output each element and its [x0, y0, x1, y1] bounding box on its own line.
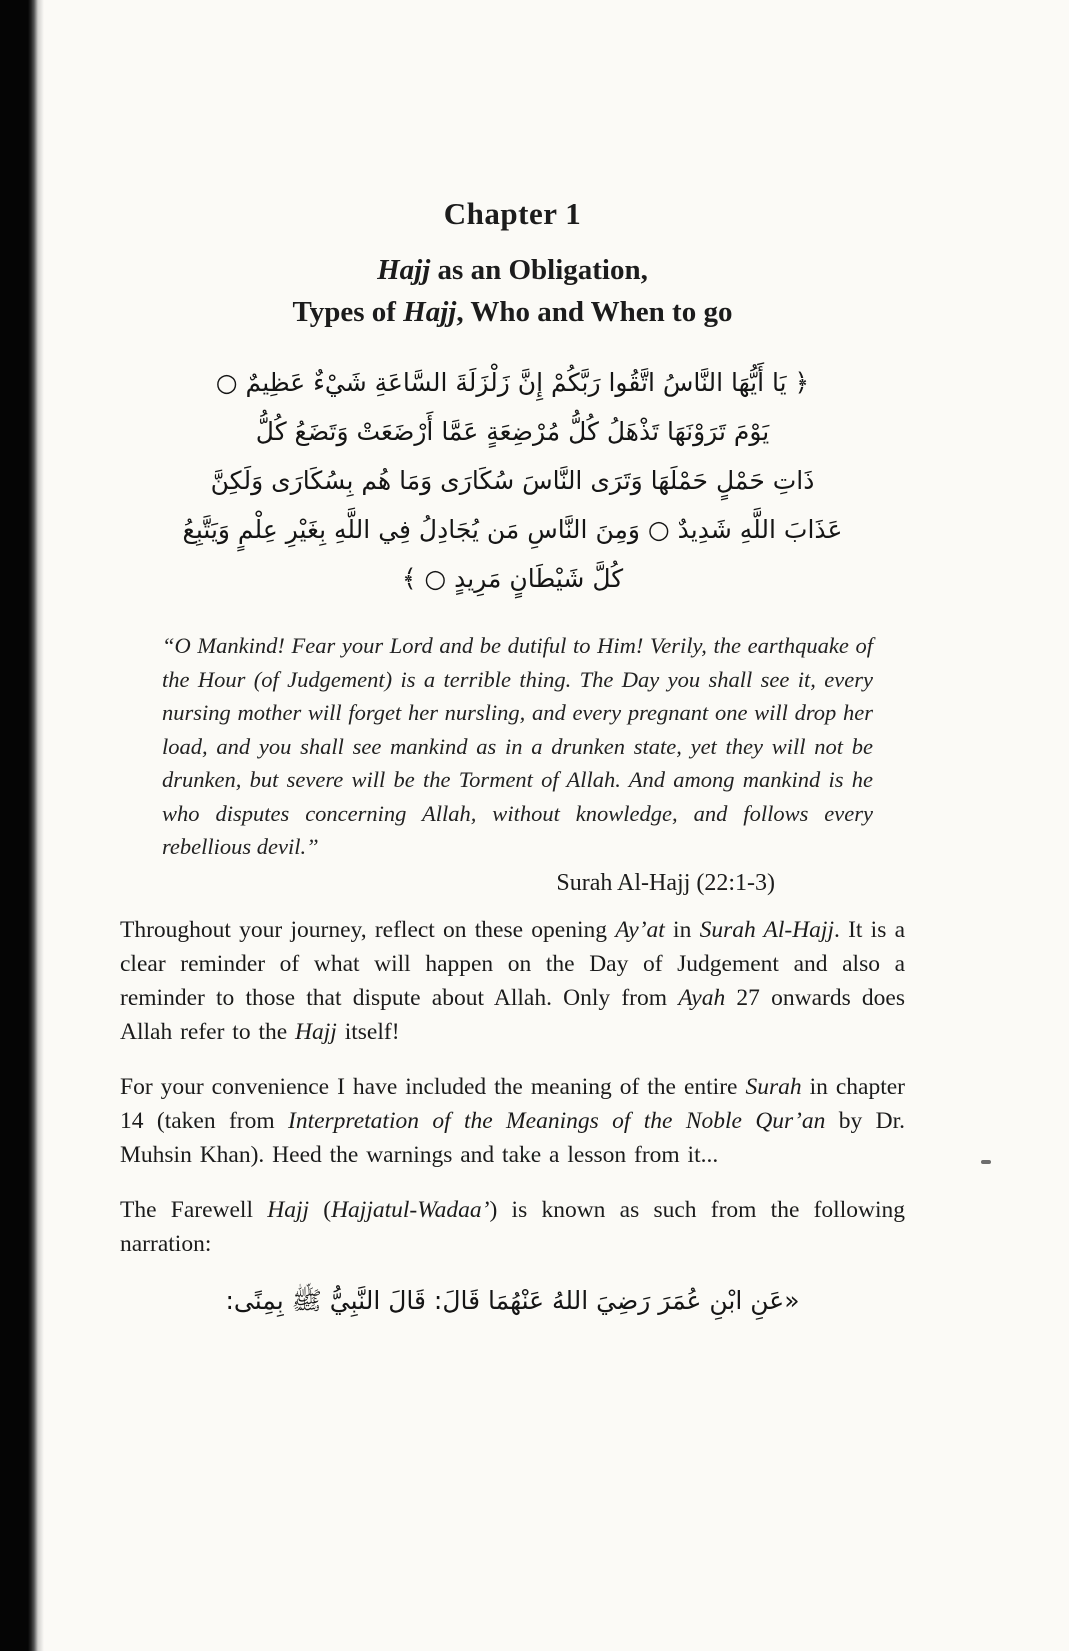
quran-verse-line: ذَاتِ حَمْلٍ حَمْلَهَا وَتَرَى النَّاسَ سُكَارَى وَمَا هُم بِسُكَارَى وَلَكِنَّ [210, 466, 815, 495]
body-paragraph: Throughout your journey, reflect on these opening Ay’at in Surah Al-Hajj. It is a clear reminder of what will happen on the Day of Judgement and also a reminder to those that dispute about Allah. Only from Ayah 27 onwards does Allah refer to the Hajj itself! [120, 916, 906, 1045]
body-paragraph: The Farewell Hajj (Hajjatul-Wadaa’) is known as such from the following narration: [120, 1196, 905, 1257]
chapter-subtitle-line-2: Types of Hajj, Who and When to go [292, 296, 733, 328]
page-title: Chapter 1 [443, 196, 582, 231]
quran-verse-line: يَوْمَ تَرَوْنَهَا تَذْهَلُ كُلُّ مُرْضِعَةٍ عَمَّا أَرْضَعَتْ وَتَضَعُ كُلُّ [255, 417, 770, 446]
page-content [120, 0, 905, 1322]
hadith-arabic-line: «عَنِ ابْنِ عُمَرَ رَضِيَ اللهُ عَنْهُمَا قَالَ: قَالَ النَّبِيُّ ﷺ بِمِنًى: [225, 1285, 800, 1315]
book-binding-edge [0, 0, 44, 1651]
chapter-heading [120, 196, 905, 332]
chapter-subtitle-line-1: Hajj as an Obligation, [377, 254, 648, 286]
verse-translation: “O Mankind! Fear your Lord and be dutiful to Him! Verily, the earthquake of the Hour (of Judgement) is a terrible thing. The Day you shall see it, every nursing mother will forget her nursling, and every pregnant one will drop her load, and you shall see mankind as in a drunken state, yet they will not be drunken, but severe will be the Torment of Allah. And among mankind is he who disputes concerning Allah, without knowledge, and follows every rebellious devil.” [162, 633, 873, 859]
quran-verse-line: كُلَّ شَيْطَانٍ مَرِيدٍ ○ ﴾ [401, 564, 624, 593]
scan-artifact [981, 1160, 991, 1164]
body-paragraph: For your convenience I have included the meaning of the entire Surah in chapter 14 (taken from Interpretation of the Meanings of the Noble Qur’an by Dr. Muhsin Khan). Heed the warnings and take a lesson from it... [120, 1073, 905, 1168]
quran-verse-line: عَذَابَ اللَّهِ شَدِيدٌ ○ وَمِنَ النَّاسِ مَن يُجَادِلُ فِي اللَّهِ بِغَيْرِ عِلْمٍ وَيَتَّبِعُ [182, 515, 843, 544]
quran-verse-line: ﴿ يَا أَيُّهَا النَّاسُ اتَّقُوا رَبَّكُمْ إِنَّ زَلْزَلَةَ السَّاعَةِ شَيْءٌ عَظِيمٌ ○ [215, 368, 810, 397]
body-text [120, 913, 905, 1261]
verse-attribution: Surah Al-Hajj (22:1-3) [556, 869, 775, 896]
quran-verse-block [120, 358, 905, 603]
